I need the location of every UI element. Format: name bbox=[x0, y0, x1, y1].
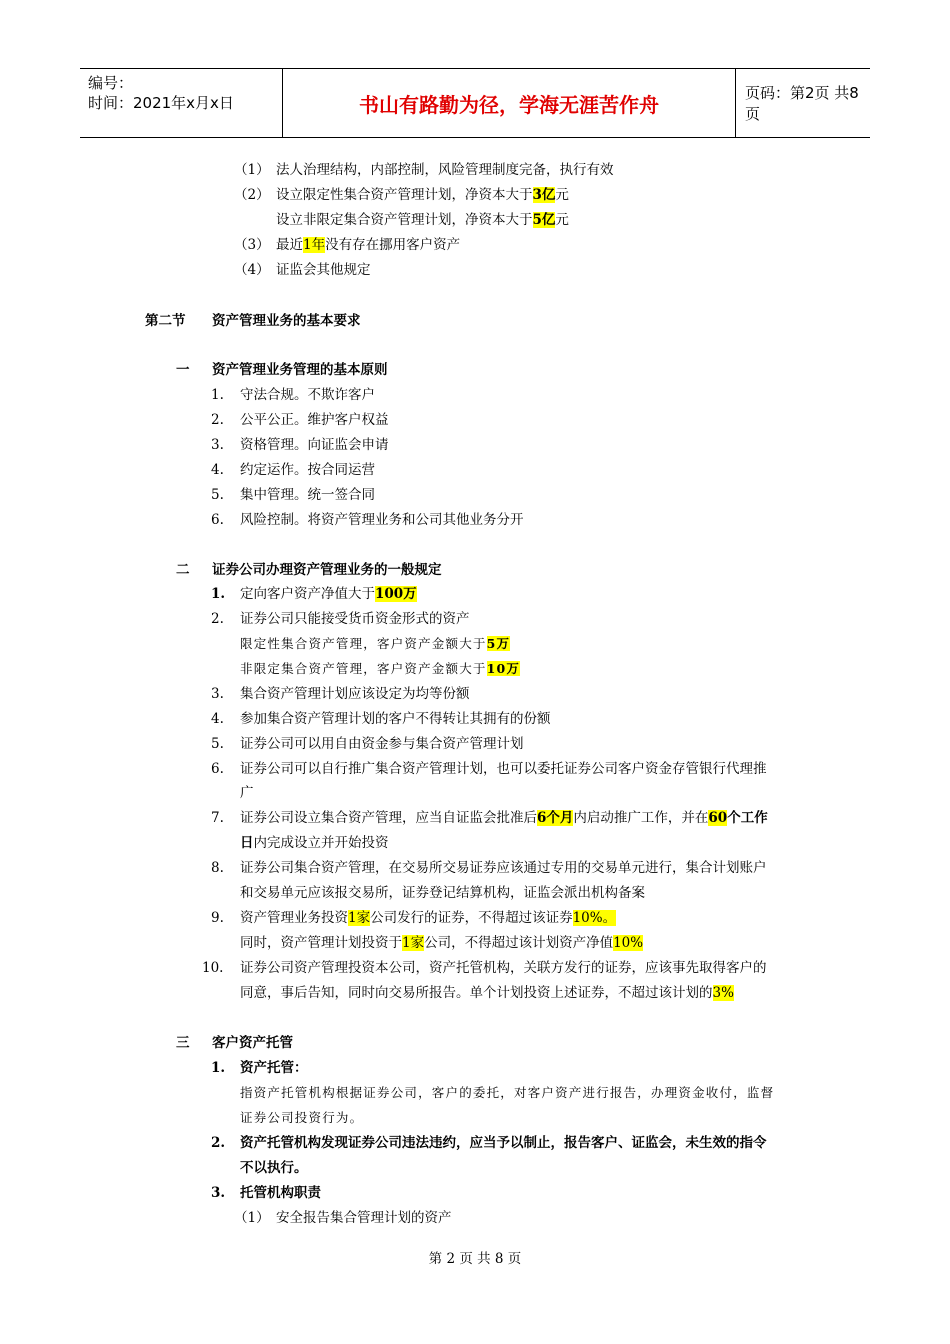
condition-item: （3） 最近1年没有存在挪用客户资产 bbox=[234, 237, 461, 253]
list-item: 1. 定向客户资产净值大于100万 bbox=[211, 586, 417, 602]
list-item: 4. 参加集合资产管理计划的客户不得转让其拥有的份额 bbox=[211, 711, 551, 727]
condition-item: （4） 证监会其他规定 bbox=[234, 262, 371, 278]
condition-item: （2） 设立限定性集合资产管理计划，净资本大于3亿元 bbox=[234, 187, 569, 203]
list-item-continuation: 同意，事后告知，同时向交易所报告。单个计划投资上述证券，不超过该计划的3% bbox=[240, 985, 734, 1001]
list-item: 5. 证券公司可以用自由资金参与集合资产管理计划 bbox=[211, 736, 524, 752]
highlight: 60 bbox=[708, 810, 728, 826]
header-meta-cell bbox=[80, 69, 282, 137]
highlight: 100万 bbox=[375, 586, 417, 602]
list-item-continuation: 和交易单元应该报交易所，证券登记结算机构，证监会派出机构备案 bbox=[240, 885, 645, 901]
part-heading: 三 客户资产托管 bbox=[176, 1035, 293, 1051]
highlight: 1年 bbox=[303, 237, 326, 253]
list-item: 3. 集合资产管理计划应该设定为均等份额 bbox=[211, 686, 470, 702]
list-item: 1. 资产托管： bbox=[211, 1060, 308, 1076]
highlight: 1家 bbox=[348, 910, 371, 926]
highlight: 3亿 bbox=[532, 187, 556, 203]
doc-time-label: 时间：2021年x月x日 bbox=[88, 94, 234, 112]
list-item: 6. 证券公司可以自行推广集合资产管理计划，也可以委托证券公司客户资金存管银行代理推 bbox=[211, 761, 767, 777]
doc-number-label: 编号： bbox=[88, 74, 134, 92]
highlight: 10%。 bbox=[572, 910, 617, 926]
list-item-continuation: 证券公司投资行为。 bbox=[240, 1110, 364, 1125]
condition-item: （1） 安全报告集合管理计划的资产 bbox=[234, 1210, 452, 1226]
condition-item: （1） 法人治理结构，内部控制，风险管理制度完备，执行有效 bbox=[234, 162, 614, 178]
highlight: 5亿 bbox=[532, 212, 556, 228]
list-item: 7. 证券公司设立集合资产管理，应当自证监会批准后6个月内启动推广工作，并在60个工作 bbox=[211, 810, 768, 826]
condition-item: 设立非限定集合资产管理计划，净资本大于5亿元 bbox=[276, 212, 569, 228]
highlight: 3% bbox=[712, 985, 734, 1001]
list-item: 3. 资格管理。向证监会申请 bbox=[211, 437, 389, 453]
part-heading: 一 资产管理业务管理的基本原则 bbox=[176, 362, 388, 378]
list-item: 2. 证券公司只能接受货币资金形式的资产 bbox=[211, 611, 470, 627]
document-header bbox=[80, 68, 870, 138]
list-item: 2. 资产托管机构发现证券公司违法违约，应当予以制止，报告客户、证监会，未生效的指令 bbox=[211, 1135, 767, 1151]
list-item: 8. 证券公司集合资产管理，在交易所交易证券应该通过专用的交易单元进行，集合计划账户 bbox=[211, 860, 767, 876]
list-item-continuation: 不以执行。 bbox=[240, 1160, 308, 1176]
list-item: 6. 风险控制。将资产管理业务和公司其他业务分开 bbox=[211, 512, 524, 528]
highlight: 10% bbox=[613, 935, 644, 951]
list-item: 4. 约定运作。按合同运营 bbox=[211, 462, 375, 478]
highlight: 5万 bbox=[486, 636, 511, 651]
list-item: 10. 证券公司资产管理投资本公司，资产托管机构，关联方发行的证券，应该事先取得客户的 bbox=[202, 960, 767, 976]
header-page-label: 页码：第2页 共8页 bbox=[745, 84, 859, 123]
page-footer: 第 2 页 共 8 页 bbox=[428, 1251, 522, 1267]
section-heading: 第二节 资产管理业务的基本要求 bbox=[145, 313, 361, 329]
highlight: 6个月 bbox=[537, 810, 574, 826]
list-item-continuation: 指资产托管机构根据证券公司，客户的委托，对客户资产进行报告，办理资金收付，监督 bbox=[240, 1085, 775, 1100]
list-item-continuation: 日内完成设立并开始投资 bbox=[240, 835, 389, 851]
list-item-continuation: 限定性集合资产管理，客户资产金额大于5万 bbox=[240, 636, 511, 651]
header-motto: 书山有路勤为径，学海无涯苦作舟 bbox=[282, 69, 736, 137]
highlight: 1家 bbox=[402, 935, 425, 951]
list-item-continuation: 广 bbox=[240, 785, 254, 801]
list-item-continuation: 同时，资产管理计划投资于1家公司，不得超过该计划资产净值10% bbox=[240, 935, 644, 951]
list-item: 1. 守法合规。不欺诈客户 bbox=[211, 387, 375, 403]
list-item: 5. 集中管理。统一签合同 bbox=[211, 487, 375, 503]
part-heading: 二 证券公司办理资产管理业务的一般规定 bbox=[176, 562, 442, 578]
list-item: 2. 公平公正。维护客户权益 bbox=[211, 412, 389, 428]
list-item-continuation: 非限定集合资产管理，客户资产金额大于10万 bbox=[240, 661, 521, 676]
list-item: 9. 资产管理业务投资1家公司发行的证券，不得超过该证券10%。 bbox=[211, 910, 617, 926]
highlight: 10万 bbox=[486, 661, 521, 676]
list-item: 3. 托管机构职责 bbox=[211, 1185, 321, 1201]
